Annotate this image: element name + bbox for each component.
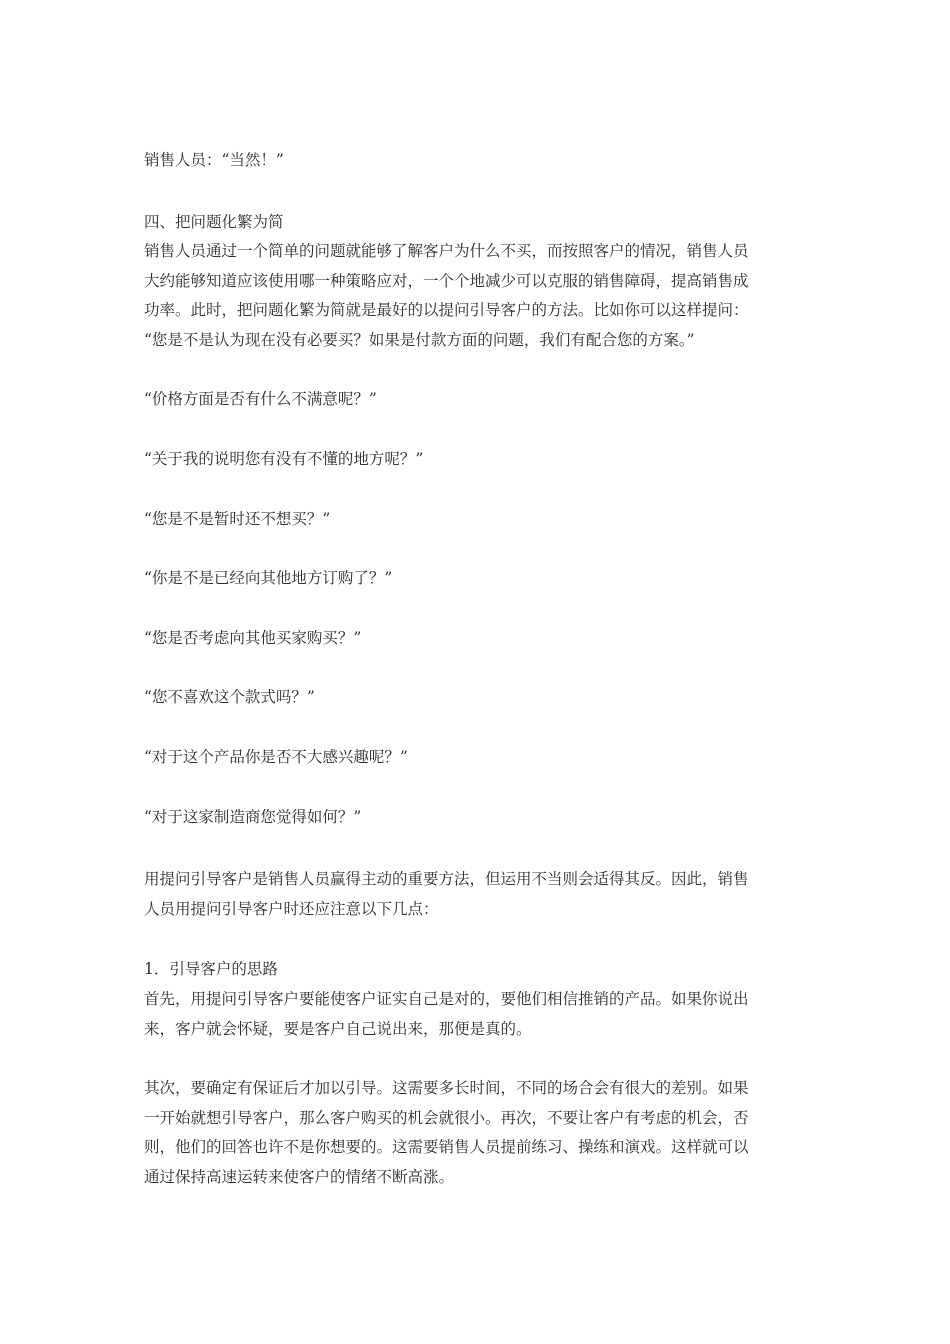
- text-line: 销售人员：“当然！”: [144, 151, 284, 169]
- text-line: 则，他们的回答也许不是你想要的。这需要销售人员提前练习、操练和演戏。这样就可以: [144, 1138, 749, 1156]
- question-line: [144, 743, 804, 773]
- text-line: 其次，要确定有保证后才加以引导。这需要多长时间，不同的场合会有很大的差别。如果: [144, 1079, 749, 1097]
- dialogue-line: [144, 146, 804, 176]
- text-line: 通过保持高速运转来使客户的情绪不断高涨。: [144, 1167, 455, 1186]
- body-paragraph: [144, 237, 804, 355]
- text-line: “价格方面是否有什么不满意呢？”: [144, 390, 377, 408]
- question-line: [144, 564, 804, 594]
- question-line: [144, 683, 804, 713]
- text-line: “对于这家制造商您觉得如何？”: [144, 808, 362, 826]
- section-heading: [144, 955, 804, 985]
- body-paragraph: [144, 1074, 804, 1192]
- text-line: 销售人员通过一个简单的问题就能够了解客户为什么不买，而按照客户的情况，销售人员: [144, 242, 749, 260]
- text-line: 大约能够知道应该使用哪一种策略应对，一个个地减少可以克服的销售障碍，提高销售成: [144, 271, 749, 290]
- text-line: 一开始就想引导客户，那么客户购买的机会就很小。再次，不要让客户有考虑的机会，否: [144, 1108, 749, 1127]
- text-line: “您是不是暂时还不想买？”: [144, 510, 331, 528]
- text-line: “关于我的说明您有没有不懂的地方呢？”: [144, 450, 424, 468]
- text-line: “您不喜欢这个款式吗？”: [144, 688, 315, 706]
- text-line: “对于这个产品你是否不大感兴趣呢？”: [144, 748, 408, 766]
- question-line: [144, 505, 804, 535]
- text-line: 首先，用提问引导客户要能使客户证实自己是对的，要他们相信推销的产品。如果你说出: [144, 990, 749, 1008]
- body-paragraph: [144, 865, 804, 924]
- text-line: 用提问引导客户是销售人员赢得主动的重要方法，但运用不当则会适得其反。因此，销售: [144, 870, 749, 888]
- text-line: 人员用提问引导客户时还应注意以下几点：: [144, 899, 439, 918]
- question-line: [144, 803, 804, 833]
- text-line: 功率。此时，把问题化繁为简就是最好的以提问引导客户的方法。比如你可以这样提问：: [144, 301, 749, 319]
- heading-text: 1．引导客户的思路: [144, 960, 278, 978]
- question-line: [144, 385, 804, 415]
- text-line: “您是否考虑向其他买家购买？”: [144, 629, 362, 647]
- heading-text: 四、把问题化繁为简: [144, 213, 284, 231]
- text-line: “您是不是认为现在没有必要买？如果是付款方面的问题，我们有配合您的方案。”: [144, 330, 695, 349]
- body-paragraph: [144, 985, 804, 1044]
- text-line: “你是不是已经向其他地方订购了？”: [144, 569, 393, 587]
- question-line: [144, 624, 804, 654]
- section-heading: [144, 208, 804, 238]
- text-line: 来，客户就会怀疑，要是客户自己说出来，那便是真的。: [144, 1019, 532, 1038]
- question-line: [144, 445, 804, 475]
